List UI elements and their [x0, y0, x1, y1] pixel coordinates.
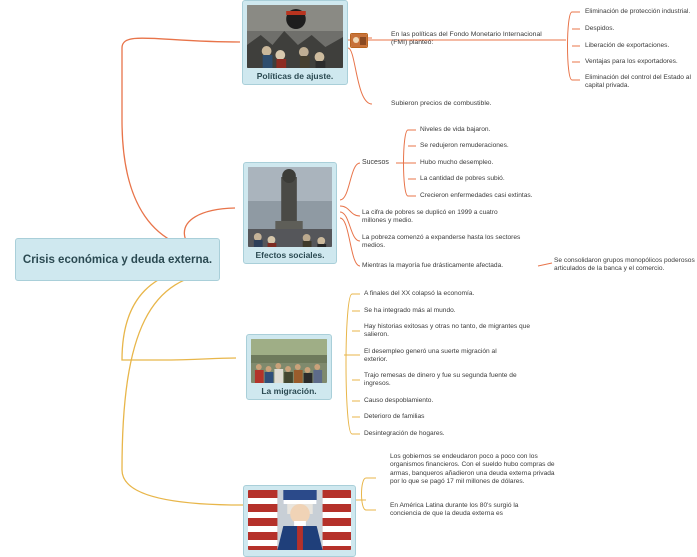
- fmi-icon-chip: [350, 33, 368, 48]
- migracion-item-1: Se ha integrado más al mundo.: [364, 307, 456, 314]
- branch-node-deuda[interactable]: [243, 485, 356, 557]
- branch-caption-politicas: Políticas de ajuste.: [256, 71, 334, 81]
- root-node[interactable]: [15, 238, 220, 281]
- efectos-sub-2: Hubo mucho desempleo.: [420, 159, 494, 166]
- uncle-sam-photo: [248, 490, 351, 550]
- root-node-label: Crisis económica y deuda externa.: [22, 253, 213, 266]
- politicas-item-1: Subieron precios de combustible.: [391, 100, 492, 107]
- migracion-item-7: Desintegración de hogares.: [364, 430, 445, 437]
- branch-caption-deuda: [248, 550, 351, 554]
- branch-caption-migracion: La migración.: [261, 386, 317, 396]
- politicas-sub-2: Liberación de exportaciones.: [585, 42, 670, 49]
- efectos-item-3: Mientras la mayoría fue drásticamente afectada.: [362, 262, 504, 269]
- migrants-crowd-photo: [251, 339, 327, 383]
- politicas-sub-0: Eliminación de protección industrial.: [585, 8, 691, 15]
- deuda-item-1: En América Latina durante los 80's surgió la conciencia de que la deuda externa es: [390, 502, 519, 518]
- politicas-sub-3: Ventajas para los exportadores.: [585, 58, 678, 65]
- branch-node-migracion[interactable]: [246, 334, 332, 400]
- efectos-sub-1: Se redujeron remuderaciones.: [420, 142, 509, 149]
- branch-caption-efectos: Efectos sociales.: [255, 250, 325, 260]
- efectos-right-note: Se consolidaron grupos monopólicos poderosos articulados de la banca y el comercio.: [554, 257, 695, 273]
- migracion-item-6: Deterioro de familias: [364, 413, 425, 420]
- migracion-item-5: Causo despoblamiento.: [364, 397, 434, 404]
- branch-node-politicas[interactable]: [242, 0, 348, 85]
- migracion-item-3: El desempleo generó una suerte migración al exterior.: [364, 348, 497, 364]
- deuda-item-0: Los gobiernos se endeudaron poco a poco con los organismos financieros. Con el sueldo hubo compras de armas, banqueros añadieron una deuda externa privada por lo que se pagó 17 mil millones de dólares.: [390, 453, 555, 486]
- migracion-item-0: A finales del XX colapsó la economía.: [364, 290, 475, 297]
- efectos-sub-3: La cantidad de pobres subió.: [420, 175, 505, 182]
- politicas-sub-1: Despidos.: [585, 25, 615, 32]
- branch-node-efectos[interactable]: [243, 162, 337, 264]
- politicas-item-0: En las políticas del Fondo Monetario Internacional (FMI) planteó:: [391, 31, 542, 47]
- protest-crowd-photo: [247, 5, 343, 68]
- politicas-sub-4: Eliminación del control del Estado al capital privada.: [585, 74, 691, 90]
- efectos-sub-4: Crecieron enfermedades casi extintas.: [420, 192, 533, 199]
- statue-protest-photo: [248, 167, 332, 247]
- efectos-item-sucesos: Sucesos: [362, 159, 389, 166]
- migracion-item-4: Trajo remesas de dinero y fue su segunda fuente de ingresos.: [364, 372, 517, 388]
- migracion-item-2: Hay historias exitosas y otras no tanto, de migrantes que salieron.: [364, 323, 531, 339]
- efectos-item-1: La cifra de pobres se duplicó en 1999 a cuatro millones y medio.: [362, 209, 498, 225]
- efectos-item-2: La pobreza comenzó a expanderse hasta los sectores medios.: [362, 234, 521, 250]
- efectos-sub-0: Niveles de vida bajaron.: [420, 126, 491, 133]
